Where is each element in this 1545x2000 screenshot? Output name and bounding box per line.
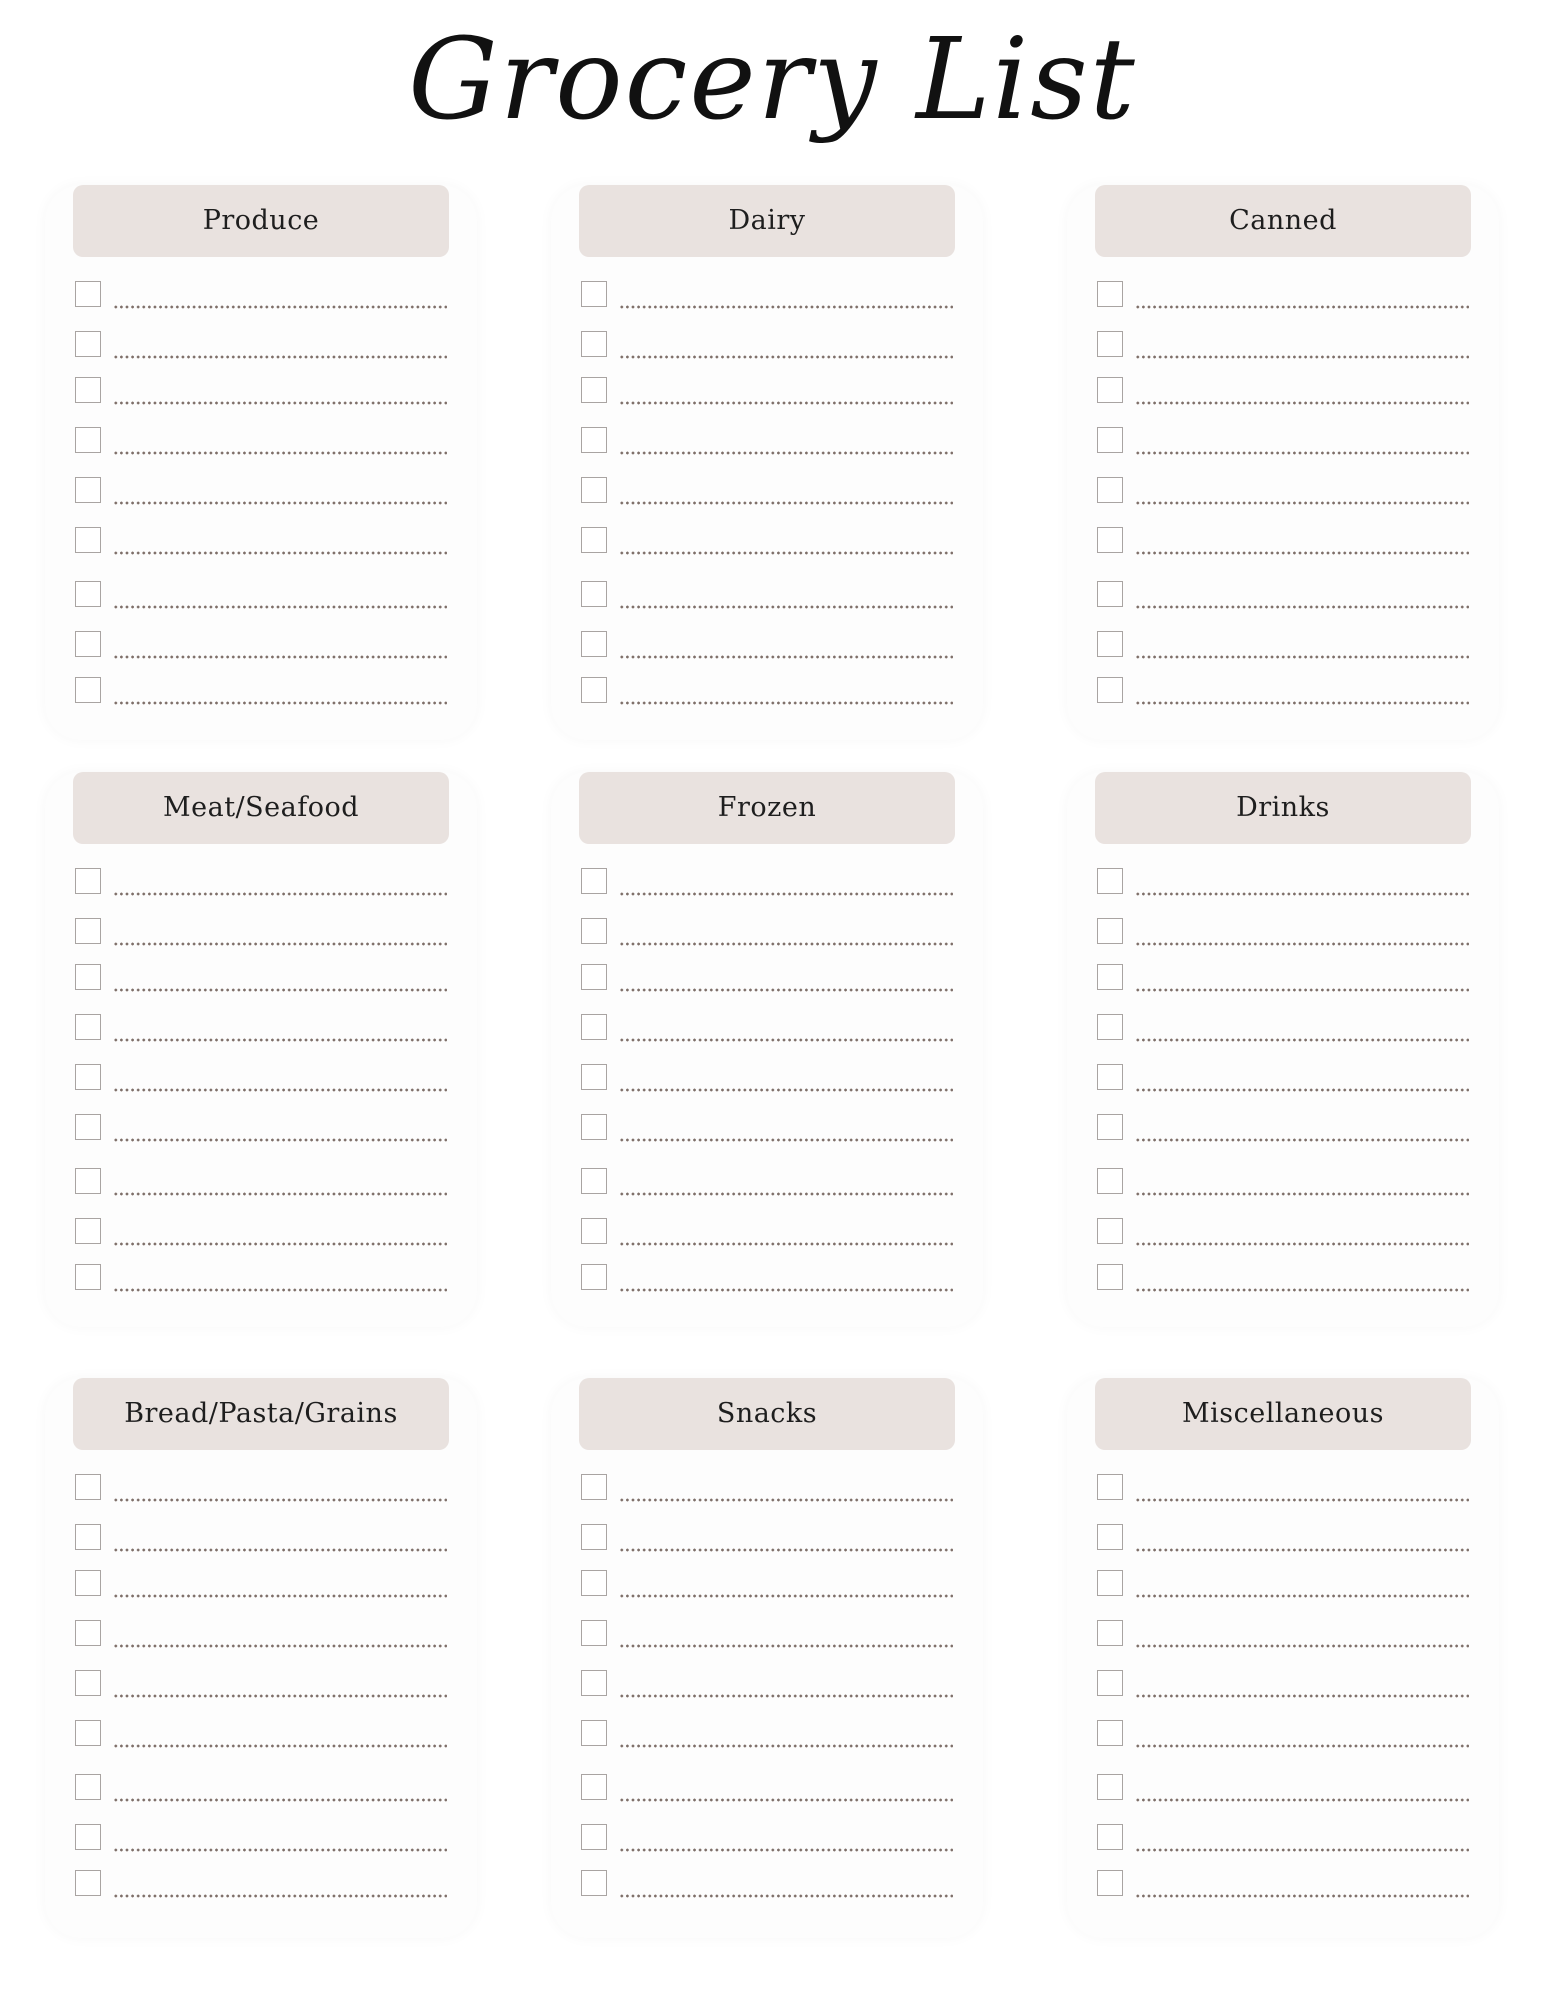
checkbox[interactable] — [1097, 527, 1123, 553]
checkbox[interactable] — [1097, 1064, 1123, 1090]
list-item — [75, 377, 447, 407]
dotted-write-line[interactable] — [1135, 892, 1469, 896]
checkbox[interactable] — [581, 477, 607, 503]
dotted-write-line[interactable] — [113, 605, 447, 609]
list-item — [1097, 1824, 1469, 1854]
dotted-write-line[interactable] — [113, 1498, 447, 1502]
dotted-write-line[interactable] — [1135, 451, 1469, 455]
checkbox[interactable] — [1097, 477, 1123, 503]
checkbox[interactable] — [75, 868, 101, 894]
checkbox[interactable] — [1097, 631, 1123, 657]
list-item — [1097, 918, 1469, 948]
checkbox[interactable] — [75, 1474, 101, 1500]
checkbox[interactable] — [581, 868, 607, 894]
list-item — [75, 1218, 447, 1248]
dotted-write-line[interactable] — [619, 1594, 953, 1598]
dotted-write-line[interactable] — [113, 942, 447, 946]
list-item — [1097, 868, 1469, 898]
list-item — [1097, 1774, 1469, 1804]
list-item — [1097, 1620, 1469, 1650]
dotted-write-line[interactable] — [113, 1242, 447, 1246]
dotted-write-line[interactable] — [619, 355, 953, 359]
dotted-write-line[interactable] — [619, 892, 953, 896]
checkbox[interactable] — [1097, 1168, 1123, 1194]
section-meat-seafood — [45, 772, 477, 1327]
checkbox[interactable] — [581, 918, 607, 944]
checkbox[interactable] — [581, 1064, 607, 1090]
dotted-write-line[interactable] — [619, 1242, 953, 1246]
checkbox[interactable] — [75, 477, 101, 503]
checkbox[interactable] — [1097, 868, 1123, 894]
dotted-write-line[interactable] — [1135, 1242, 1469, 1246]
list-item — [581, 281, 953, 311]
list-item — [581, 1264, 953, 1294]
dotted-write-line[interactable] — [1135, 1644, 1469, 1648]
section-header: Frozen — [579, 772, 955, 844]
section-header: Meat/Seafood — [73, 772, 449, 844]
dotted-write-line[interactable] — [113, 701, 447, 705]
list-item — [581, 918, 953, 948]
list-item — [1097, 1168, 1469, 1198]
list-item — [75, 631, 447, 661]
list-item — [1097, 1064, 1469, 1094]
list-item — [581, 1774, 953, 1804]
dotted-write-line[interactable] — [619, 1694, 953, 1698]
checkbox[interactable] — [75, 1774, 101, 1800]
dotted-write-line[interactable] — [619, 305, 953, 309]
list-item — [581, 1168, 953, 1198]
list-item — [581, 964, 953, 994]
list-item — [1097, 581, 1469, 611]
checkbox[interactable] — [75, 1524, 101, 1550]
checkbox[interactable] — [75, 331, 101, 357]
checkbox[interactable] — [581, 1218, 607, 1244]
list-item — [75, 1168, 447, 1198]
checkbox[interactable] — [75, 631, 101, 657]
checkbox[interactable] — [581, 1774, 607, 1800]
list-item — [581, 631, 953, 661]
section-bread-pasta-grains — [45, 1378, 477, 1938]
dotted-write-line[interactable] — [619, 401, 953, 405]
section-header: Drinks — [1095, 772, 1471, 844]
list-item — [1097, 527, 1469, 557]
list-item — [75, 918, 447, 948]
list-item — [581, 477, 953, 507]
checkbox[interactable] — [1097, 1524, 1123, 1550]
list-item — [75, 964, 447, 994]
section-header: Canned — [1095, 185, 1471, 257]
checkbox[interactable] — [581, 581, 607, 607]
list-item — [1097, 1570, 1469, 1600]
list-item — [581, 581, 953, 611]
section-header: Miscellaneous — [1095, 1378, 1471, 1450]
section-snacks — [551, 1378, 983, 1938]
list-item — [1097, 1474, 1469, 1504]
list-item — [581, 1570, 953, 1600]
checkbox[interactable] — [581, 1264, 607, 1290]
checkbox[interactable] — [581, 1720, 607, 1746]
list-item — [581, 1524, 953, 1554]
checkbox[interactable] — [581, 1168, 607, 1194]
dotted-write-line[interactable] — [1135, 355, 1469, 359]
page-title: Grocery List — [408, 15, 1137, 145]
dotted-write-line[interactable] — [1135, 942, 1469, 946]
checkbox[interactable] — [75, 1064, 101, 1090]
list-item — [75, 1670, 447, 1700]
dotted-write-line[interactable] — [1135, 1548, 1469, 1552]
checkbox[interactable] — [1097, 1824, 1123, 1850]
dotted-write-line[interactable] — [113, 1644, 447, 1648]
dotted-write-line[interactable] — [619, 1798, 953, 1802]
list-item — [1097, 1264, 1469, 1294]
checkbox[interactable] — [1097, 1474, 1123, 1500]
list-item — [75, 1720, 447, 1750]
section-header: Snacks — [579, 1378, 955, 1450]
dotted-write-line[interactable] — [619, 655, 953, 659]
dotted-write-line[interactable] — [1135, 401, 1469, 405]
list-item — [581, 1218, 953, 1248]
dotted-write-line[interactable] — [1135, 655, 1469, 659]
checkbox[interactable] — [1097, 581, 1123, 607]
section-dairy — [551, 185, 983, 740]
checkbox[interactable] — [581, 281, 607, 307]
checkbox[interactable] — [1097, 377, 1123, 403]
checkbox[interactable] — [581, 1824, 607, 1850]
checkbox[interactable] — [75, 1870, 101, 1896]
list-item — [1097, 427, 1469, 457]
dotted-write-line[interactable] — [1135, 988, 1469, 992]
checkbox[interactable] — [75, 1264, 101, 1290]
list-item — [75, 868, 447, 898]
dotted-write-line[interactable] — [619, 1038, 953, 1042]
list-item — [1097, 1670, 1469, 1700]
dotted-write-line[interactable] — [619, 701, 953, 705]
list-item — [581, 331, 953, 361]
list-item — [581, 427, 953, 457]
checkbox[interactable] — [581, 331, 607, 357]
list-item — [581, 868, 953, 898]
list-item — [581, 1064, 953, 1094]
dotted-write-line[interactable] — [113, 1594, 447, 1598]
list-item — [581, 1620, 953, 1650]
checkbox[interactable] — [75, 1114, 101, 1140]
list-item — [1097, 677, 1469, 707]
dotted-write-line[interactable] — [113, 305, 447, 309]
checkbox[interactable] — [1097, 918, 1123, 944]
dotted-write-line[interactable] — [619, 1088, 953, 1092]
dotted-write-line[interactable] — [619, 451, 953, 455]
dotted-write-line[interactable] — [619, 942, 953, 946]
list-item — [581, 1014, 953, 1044]
list-item — [581, 1870, 953, 1900]
dotted-write-line[interactable] — [1135, 1088, 1469, 1092]
section-header: Dairy — [579, 185, 955, 257]
dotted-write-line[interactable] — [619, 1894, 953, 1898]
dotted-write-line[interactable] — [619, 1848, 953, 1852]
dotted-write-line[interactable] — [113, 1088, 447, 1092]
dotted-write-line[interactable] — [113, 501, 447, 505]
checkbox[interactable] — [1097, 1264, 1123, 1290]
dotted-write-line[interactable] — [619, 501, 953, 505]
list-item — [581, 1114, 953, 1144]
checkbox[interactable] — [75, 964, 101, 990]
list-item — [75, 1524, 447, 1554]
list-item — [1097, 477, 1469, 507]
dotted-write-line[interactable] — [1135, 1694, 1469, 1698]
checkbox[interactable] — [1097, 427, 1123, 453]
list-item — [75, 1870, 447, 1900]
list-item — [75, 1774, 447, 1804]
dotted-write-line[interactable] — [619, 1498, 953, 1502]
section-frozen — [551, 772, 983, 1327]
dotted-write-line[interactable] — [113, 1548, 447, 1552]
checkbox[interactable] — [581, 1114, 607, 1140]
dotted-write-line[interactable] — [1135, 1798, 1469, 1802]
dotted-write-line[interactable] — [1135, 1498, 1469, 1502]
section-produce — [45, 185, 477, 740]
dotted-write-line[interactable] — [1135, 1138, 1469, 1142]
dotted-write-line[interactable] — [1135, 605, 1469, 609]
section-miscellaneous — [1067, 1378, 1499, 1938]
dotted-write-line[interactable] — [1135, 1848, 1469, 1852]
dotted-write-line[interactable] — [113, 401, 447, 405]
dotted-write-line[interactable] — [1135, 1038, 1469, 1042]
dotted-write-line[interactable] — [1135, 1744, 1469, 1748]
list-item — [75, 1264, 447, 1294]
dotted-write-line[interactable] — [113, 892, 447, 896]
list-item — [75, 281, 447, 311]
dotted-write-line[interactable] — [113, 1798, 447, 1802]
list-item — [1097, 1114, 1469, 1144]
checkbox[interactable] — [1097, 677, 1123, 703]
list-item — [75, 331, 447, 361]
list-item — [1097, 331, 1469, 361]
section-drinks — [1067, 772, 1499, 1327]
list-item — [75, 581, 447, 611]
checkbox[interactable] — [75, 527, 101, 553]
checkbox[interactable] — [581, 527, 607, 553]
dotted-write-line[interactable] — [113, 1288, 447, 1292]
list-item — [1097, 1014, 1469, 1044]
dotted-write-line[interactable] — [619, 1548, 953, 1552]
list-item — [75, 477, 447, 507]
dotted-write-line[interactable] — [1135, 1894, 1469, 1898]
checkbox[interactable] — [75, 1620, 101, 1646]
list-item — [75, 1570, 447, 1600]
list-item — [1097, 377, 1469, 407]
list-item — [581, 377, 953, 407]
dotted-write-line[interactable] — [113, 1038, 447, 1042]
checkbox[interactable] — [75, 581, 101, 607]
section-header: Produce — [73, 185, 449, 257]
list-item — [581, 1720, 953, 1750]
checkbox[interactable] — [1097, 1670, 1123, 1696]
dotted-write-line[interactable] — [1135, 551, 1469, 555]
checkbox[interactable] — [75, 281, 101, 307]
dotted-write-line[interactable] — [619, 1138, 953, 1142]
checkbox[interactable] — [581, 377, 607, 403]
checkbox[interactable] — [581, 1870, 607, 1896]
checkbox[interactable] — [581, 1014, 607, 1040]
dotted-write-line[interactable] — [113, 355, 447, 359]
checkbox[interactable] — [75, 427, 101, 453]
dotted-write-line[interactable] — [113, 451, 447, 455]
checkbox[interactable] — [1097, 281, 1123, 307]
checkbox[interactable] — [75, 1570, 101, 1596]
dotted-write-line[interactable] — [113, 988, 447, 992]
checkbox[interactable] — [581, 1570, 607, 1596]
checkbox[interactable] — [1097, 1720, 1123, 1746]
checkbox[interactable] — [581, 427, 607, 453]
dotted-write-line[interactable] — [1135, 701, 1469, 705]
list-item — [1097, 1218, 1469, 1248]
list-item — [75, 1474, 447, 1504]
list-item — [75, 1824, 447, 1854]
dotted-write-line[interactable] — [113, 1894, 447, 1898]
list-item — [75, 1114, 447, 1144]
dotted-write-line[interactable] — [113, 1192, 447, 1196]
checkbox[interactable] — [581, 1474, 607, 1500]
dotted-write-line[interactable] — [619, 1744, 953, 1748]
list-item — [1097, 964, 1469, 994]
list-item — [1097, 1870, 1469, 1900]
dotted-write-line[interactable] — [113, 1848, 447, 1852]
list-item — [1097, 1524, 1469, 1554]
list-item — [581, 527, 953, 557]
list-item — [75, 527, 447, 557]
checkbox[interactable] — [75, 1720, 101, 1746]
checkbox[interactable] — [1097, 964, 1123, 990]
section-canned — [1067, 185, 1499, 740]
list-item — [75, 1064, 447, 1094]
list-item — [1097, 281, 1469, 311]
checkbox[interactable] — [1097, 1114, 1123, 1140]
checkbox[interactable] — [75, 677, 101, 703]
list-item — [581, 677, 953, 707]
dotted-write-line[interactable] — [619, 551, 953, 555]
checkbox[interactable] — [75, 1218, 101, 1244]
dotted-write-line[interactable] — [1135, 501, 1469, 505]
dotted-write-line[interactable] — [113, 1138, 447, 1142]
dotted-write-line[interactable] — [1135, 1192, 1469, 1196]
checkbox[interactable] — [1097, 1218, 1123, 1244]
section-header: Bread/Pasta/Grains — [73, 1378, 449, 1450]
checkbox[interactable] — [581, 964, 607, 990]
checkbox[interactable] — [75, 918, 101, 944]
checkbox[interactable] — [75, 1670, 101, 1696]
dotted-write-line[interactable] — [619, 1288, 953, 1292]
checkbox[interactable] — [581, 1620, 607, 1646]
list-item — [581, 1824, 953, 1854]
checkbox[interactable] — [75, 1014, 101, 1040]
dotted-write-line[interactable] — [619, 1192, 953, 1196]
list-item — [75, 677, 447, 707]
list-item — [75, 427, 447, 457]
checkbox[interactable] — [581, 1524, 607, 1550]
checkbox[interactable] — [581, 1670, 607, 1696]
dotted-write-line[interactable] — [619, 988, 953, 992]
list-item — [1097, 1720, 1469, 1750]
dotted-write-line[interactable] — [619, 1644, 953, 1648]
checkbox[interactable] — [1097, 1774, 1123, 1800]
checkbox[interactable] — [581, 631, 607, 657]
dotted-write-line[interactable] — [113, 655, 447, 659]
checkbox[interactable] — [581, 677, 607, 703]
dotted-write-line[interactable] — [1135, 1288, 1469, 1292]
checkbox[interactable] — [1097, 1870, 1123, 1896]
dotted-write-line[interactable] — [1135, 305, 1469, 309]
list-item — [581, 1670, 953, 1700]
list-item — [1097, 631, 1469, 661]
list-item — [75, 1014, 447, 1044]
dotted-write-line[interactable] — [113, 1744, 447, 1748]
dotted-write-line[interactable] — [113, 551, 447, 555]
list-item — [75, 1620, 447, 1650]
dotted-write-line[interactable] — [1135, 1594, 1469, 1598]
checkbox[interactable] — [75, 377, 101, 403]
checkbox[interactable] — [1097, 1014, 1123, 1040]
checkbox[interactable] — [1097, 1570, 1123, 1596]
checkbox[interactable] — [75, 1824, 101, 1850]
checkbox[interactable] — [75, 1168, 101, 1194]
list-item — [581, 1474, 953, 1504]
checkbox[interactable] — [1097, 331, 1123, 357]
dotted-write-line[interactable] — [619, 605, 953, 609]
checkbox[interactable] — [1097, 1620, 1123, 1646]
dotted-write-line[interactable] — [113, 1694, 447, 1698]
